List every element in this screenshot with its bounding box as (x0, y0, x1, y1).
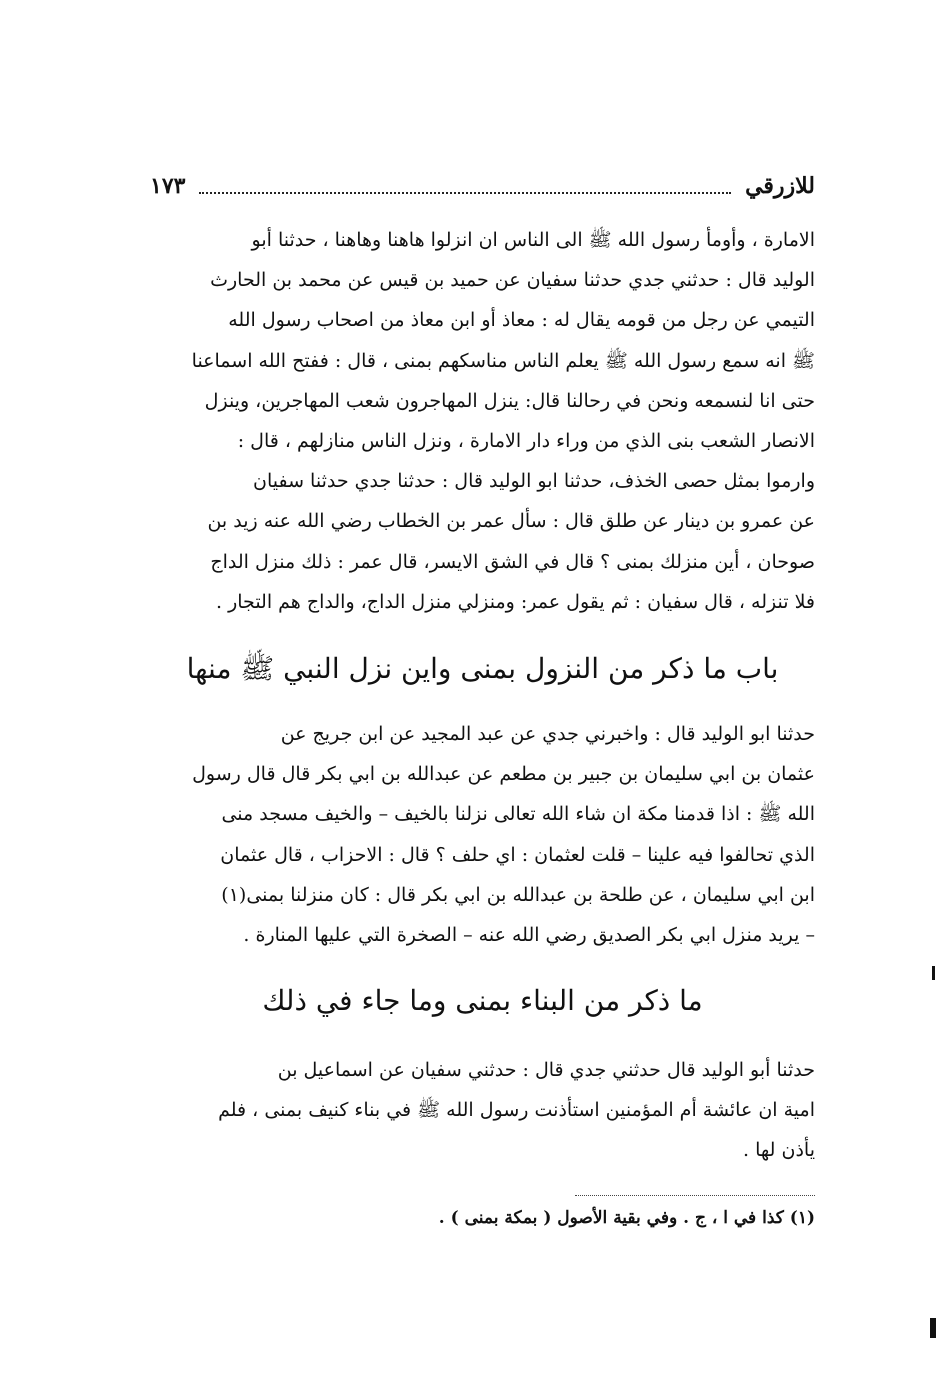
running-title: للازرقي (745, 173, 815, 199)
text-line: امية ان عائشة أم المؤمنين استأذنت رسول الله ﷺ في بناء كنيف بمنى ، فلم (218, 1099, 815, 1122)
text-line: وارموا بمثل حصى الخذف، حدثنا ابو الوليد قال : حدثنا جدي حدثنا سفيان (253, 470, 815, 493)
text-line: يأذن لها . (743, 1139, 815, 1162)
text-line: صوحان ، أين منزلك بمنى ؟ قال في الشق الايسر، قال عمر : ذلك منزل الداج (210, 550, 815, 573)
text-line: حدثنا ابو الوليد قال : واخبرني جدي عن عبد المجيد عن ابن جريج عن (280, 723, 815, 745)
page-number: ١٧٣ (150, 173, 186, 199)
text-line: الامارة ، وأومأ رسول الله ﷺ الى الناس ان انزلوا هاهنا وهاهنا ، حدثنا أبو (251, 229, 815, 251)
text-line: الانصار الشعب بنى الذي من وراء دار الامارة ، ونزل الناس منازلهم ، قال : (237, 430, 815, 453)
text-line: التيمي عن رجل من قومه يقال له : معاذ أو ابن معاذ من اصحاب رسول الله (228, 309, 815, 332)
passage-2 (150, 714, 815, 955)
text-line: الوليد قال : حدثني جدي حدثنا سفيان عن حميد بن قيس عن محمد بن الحارث (210, 269, 815, 292)
text-line: – يريد منزل ابي بكر الصديق رضي الله عنه – الصخرة التي عليها المنارة . (243, 924, 815, 947)
text-line: الله ﷺ : اذا قدمنا مكة ان شاء الله تعالى نزلنا بالخيف – والخيف مسجد منى (221, 803, 815, 826)
section-heading: ما ذكر من البناء بمنى وما جاء في ذلك (262, 984, 703, 1017)
text-line: عن عمرو بن دينار عن طلق قال : سأل عمر بن الخطاب رضي الله عنه زيد بن (207, 510, 815, 533)
passage-1 (150, 220, 815, 622)
section-heading: باب ما ذكر من النزول بمنى واين نزل النبي ﷺ منها (186, 652, 779, 685)
passage-3 (150, 1050, 815, 1171)
text-line: الذي تحالفوا فيه علينا – قلت لعثمان : اي حلف ؟ قال : الاحزاب ، قال عثمان (220, 843, 815, 866)
text-line: فلا تنزله ، قال سفيان : ثم يقول عمر: ومنزلي منزل الداج، والداج هم التجار . (216, 590, 815, 613)
text-line: حتى انا لنسمعه ونحن في رحالنا قال: ينزل المهاجرون شعب المهاجرين، وينزل (204, 389, 815, 412)
footnote: (١) كذا في ا ، ج . وفي بقية الأصول ( بمكة بمنى ) . (438, 1208, 815, 1228)
running-head (150, 168, 815, 204)
scan-edge-mark (930, 1318, 936, 1338)
footnote-rule (575, 1195, 815, 1196)
text-line: ابن ابي سليمان ، عن طلحة بن عبدالله بن ابي بكر قال : كان منزلنا بمنى(١) (221, 883, 815, 906)
dotted-leader (199, 186, 731, 194)
text-line: ﷺ انه سمع رسول الله ﷺ يعلم الناس مناسكهم بمنى ، قال : ففتح الله اسماعنا (191, 349, 815, 372)
text-line: عثمان بن ابي سليمان بن جبير بن مطعم عن عبدالله بن ابي بكر قال قال رسول (192, 763, 815, 786)
scan-edge-mark (932, 966, 935, 980)
text-line: حدثنا أبو الوليد قال حدثني جدي قال : حدثني سفيان عن اسماعيل بن (277, 1059, 815, 1081)
